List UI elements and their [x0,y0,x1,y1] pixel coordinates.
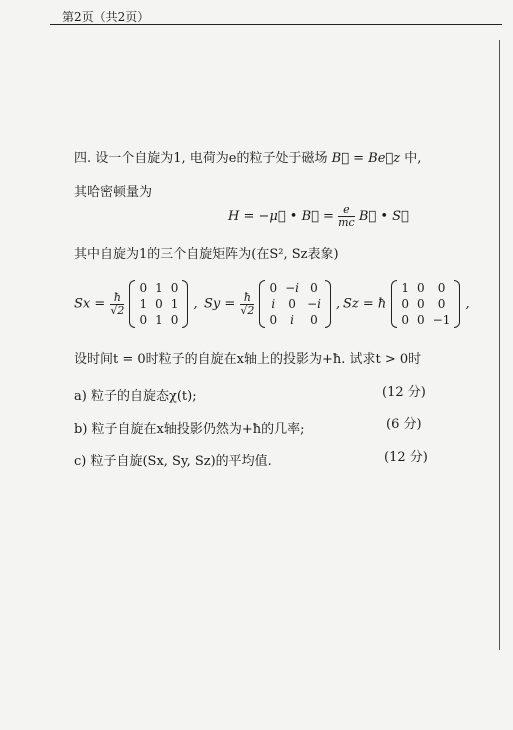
sy-hbar: ħ [240,292,254,305]
problem-line-1-text: 四. 设一个自旋为1, 电荷为e的粒子处于磁场 [74,151,328,166]
sx-label: Sx = [74,296,106,312]
problem-line-4: 设时间t = 0时粒子的自旋在x轴上的投影为+ħ. 试求t > 0时 [74,352,422,367]
sz-comma: , [465,296,470,312]
sz-matrix-block [343,280,470,328]
sx-matrix-cell: 1 [139,297,148,311]
sx-matrix-row [135,312,182,328]
magnetic-field-expression: B⃗ = Be⃗z [331,151,401,166]
sy-matrix-cell: 0 [288,297,296,311]
sy-sqrt2: √2 [240,303,255,317]
question-b: b) 粒子自旋在x轴投影仍然为+ħ的几率; [74,422,305,437]
sx-matrix-row [135,296,182,312]
sy-matrix-cell: 0 [269,281,278,295]
sx-matrix [129,280,188,328]
sx-matrix-cell: 0 [155,297,163,311]
sy-matrix-row [265,296,324,312]
sx-matrix-cell: 0 [139,281,148,295]
question-a: a) 粒子的自旋态χ(t); [74,389,197,404]
sx-matrix-row [135,280,182,296]
sx-matrix-cell: 1 [155,281,163,295]
sy-matrix-block [204,280,340,328]
sy-matrix-row [265,312,324,328]
sy-label: Sy = [204,296,236,312]
hamiltonian-equation [228,204,409,229]
sx-matrix-cell: 0 [170,281,179,295]
sz-matrix-cell: 0 [417,297,425,311]
sx-matrix-cell: 0 [170,313,179,327]
sz-matrix-row [397,296,454,312]
sz-matrix [391,280,460,328]
sx-comma: , [193,296,198,312]
sx-sqrt2: √2 [110,303,125,317]
hamiltonian-fraction [338,204,355,229]
question-c-score: (12 分) [384,450,428,465]
hamiltonian-left: H = −μ⃗ • B⃗ = [228,209,334,224]
sy-matrix-cell: i [290,313,294,327]
sx-hbar: ħ [110,292,124,305]
question-a-score: (12 分) [382,385,426,400]
header-rule [50,24,502,25]
sx-matrix-cell: 1 [155,313,163,327]
sy-matrix-cell: i [271,297,276,311]
problem-line-2: 其哈密顿量为 [74,185,153,200]
fraction-numerator: e [338,204,355,217]
problem-line-1 [74,147,421,166]
sz-matrix-cell: 0 [401,297,410,311]
sz-matrix-cell: 1 [401,281,410,295]
page-edge-line [499,40,500,650]
sy-matrix-row [265,280,324,296]
fraction-denominator: mc [338,216,355,229]
sz-matrix-row [397,312,454,328]
sy-matrix-cell: 0 [310,313,318,327]
sz-matrix-row [397,280,454,296]
sy-prefactor [240,292,254,317]
sy-matrix-cell: 0 [269,313,278,327]
hamiltonian-right: B⃗ • S⃗ [358,209,409,224]
sx-matrix-cell: 0 [139,313,148,327]
sz-matrix-cell: 0 [417,313,425,327]
problem-line-3: 其中自旋为1的三个自旋矩阵为(在S², Sz表象) [74,247,339,262]
sy-matrix [259,280,330,328]
sy-comma: , [336,296,341,312]
sx-matrix-cell: 1 [170,297,179,311]
sy-matrix-cell: 0 [310,281,318,295]
sx-matrix-block [74,280,198,328]
question-c: c) 粒子自旋(Sx, Sy, Sz)的平均值. [74,454,272,469]
page-number-header: 第2页（共2页） [62,10,150,24]
sz-matrix-cell: 0 [417,281,425,295]
sz-label: Sz = ħ [343,296,387,312]
sy-matrix-cell: −i [285,281,300,295]
sz-matrix-cell: −1 [432,313,451,327]
sx-prefactor [110,292,124,317]
question-b-score: (6 分) [386,417,422,432]
sz-matrix-cell: 0 [401,313,410,327]
problem-line-1-tail: 中, [404,151,422,166]
sz-matrix-cell: 0 [437,281,446,295]
sy-matrix-cell: −i [307,297,321,311]
sz-matrix-cell: 0 [437,297,446,311]
